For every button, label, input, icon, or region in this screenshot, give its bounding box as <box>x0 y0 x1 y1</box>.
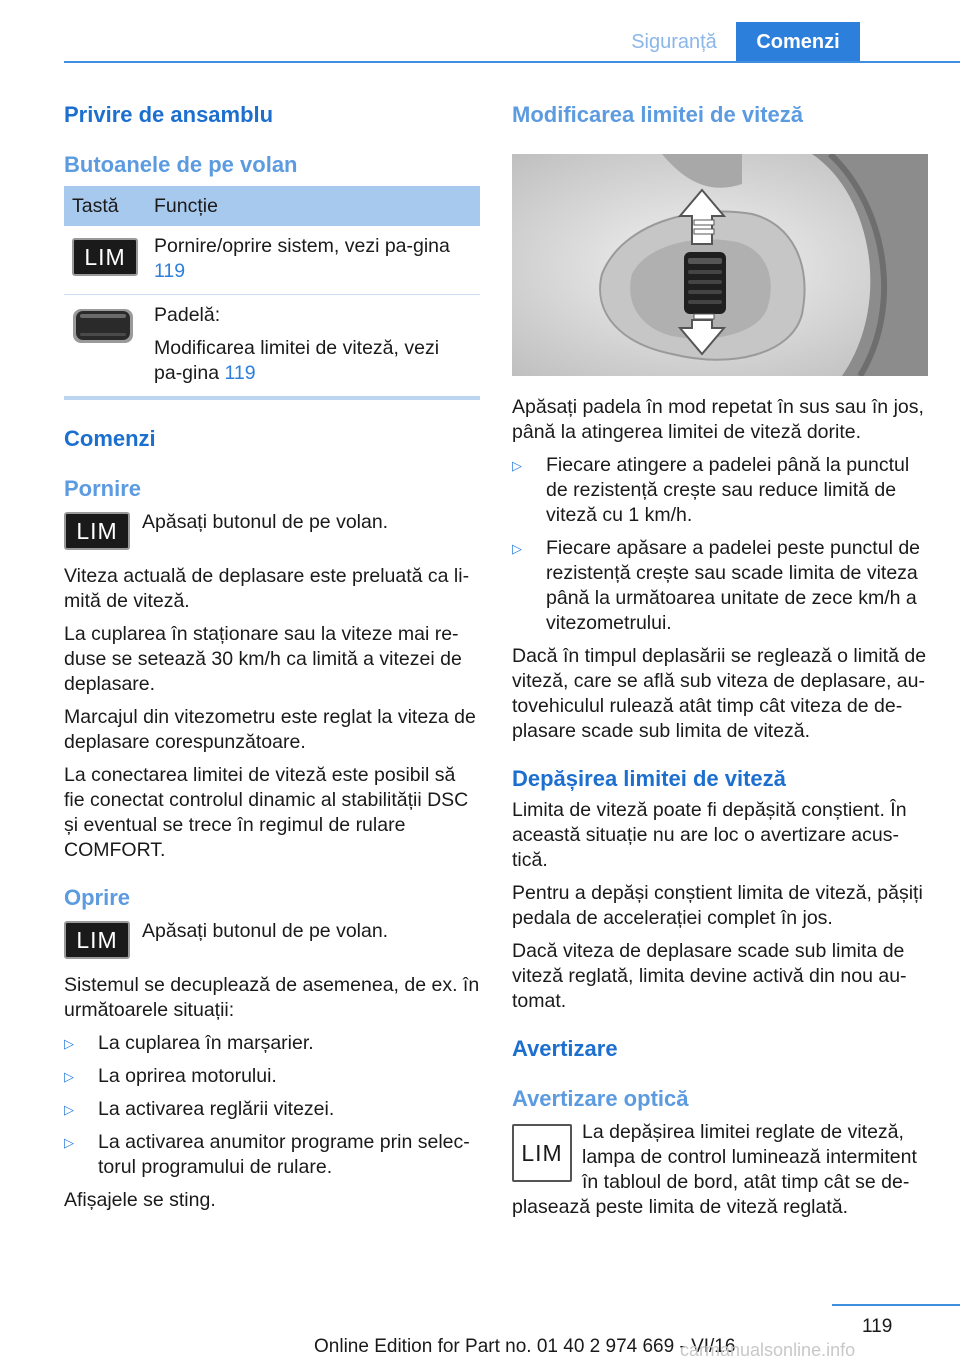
optical-warning-text: La depășirea limitei reglate de viteză, lampa de control luminează intermitent în tabloul de bord, atât timp cât se de-plasează peste limita de viteză reglată. <box>512 1121 917 1218</box>
lim-button-icon: LIM <box>64 921 130 959</box>
page-link-119[interactable]: 119 <box>154 260 186 282</box>
list-item: ▷ La activarea anumitor programe prin selec-torul programului de rulare. <box>64 1131 470 1178</box>
edition-info: Online Edition for Part no. 01 40 2 974 669 - VI/16 <box>314 1336 736 1357</box>
table-header-function: Funcție <box>146 186 480 226</box>
heading-warning: Avertizare <box>512 1036 618 1061</box>
start-paragraph-3: Marcajul din vitezometru este reglat la viteza de deplasare corespunzătoare. <box>64 706 476 753</box>
table-row <box>64 226 480 295</box>
list-item: ▷ La activarea reglării vitezei. <box>64 1098 335 1120</box>
list-item: ▷ Fiecare atingere a padelei până la punctul de rezistență crește sau reduce limită de viteză cu 1 km/h. <box>512 454 910 526</box>
modify-list <box>512 453 928 636</box>
heading-stop: Oprire <box>64 885 131 910</box>
header-tab-siguranta[interactable]: Siguranță <box>631 31 717 53</box>
start-paragraph-1: Viteza actuală de deplasare este preluată ca li-mită de viteză. <box>64 565 470 612</box>
triangle-bullet-icon: ▷ <box>64 1036 74 1051</box>
triangle-bullet-icon: ▷ <box>64 1135 74 1150</box>
exceed-paragraph-2: Pentru a depăși conștient limita de viteză, pășiți pedala de accelerației complet în jos. <box>512 882 923 929</box>
heading-overview: Privire de ansamblu <box>64 102 274 127</box>
row2-text: Modificarea limitei de viteză, vezi pa-gina <box>154 337 440 384</box>
heading-controls: Comenzi <box>64 426 156 451</box>
start-instruction <box>64 510 480 550</box>
right-column <box>512 100 928 1228</box>
lim-indicator-lamp-icon: LIM <box>512 1124 572 1182</box>
heading-exceed-limit: Depășirea limitei de viteză <box>512 766 786 791</box>
triangle-bullet-icon: ▷ <box>512 458 522 473</box>
start-paragraph-4: La conectarea limitei de viteză este posibil să fie conectat controlul dinamic al stabilității DSC și eventual se trece în regimul de rulare COMFORT. <box>64 764 469 861</box>
modify-paragraph-2: Dacă în timpul deplasării se reglează o limită de viteză, care se află sub viteza de deplasare, au-tovehiculul rulează atât timp cât viteza de de-plasare scade sub limita de viteză. <box>512 645 927 742</box>
start-paragraph-2: La cuplarea în staționare sau la viteze mai re-duse se setează 30 km/h ca limită a vitezei de deplasare. <box>64 623 462 695</box>
table-row <box>64 295 480 397</box>
lim-button-icon: LIM <box>72 238 138 276</box>
exceed-paragraph-3: Dacă viteza de deplasare scade sub limita de viteză reglată, limita devine activă din nou au-tomat. <box>512 940 907 1012</box>
paddle-icon <box>72 305 134 345</box>
start-action-text: Apăsați butonul de pe volan. <box>142 511 389 533</box>
lim-button-icon: LIM <box>64 512 130 550</box>
footer-rule <box>832 1304 960 1306</box>
stop-action-text: Apăsați butonul de pe volan. <box>142 920 389 942</box>
triangle-bullet-icon: ▷ <box>64 1069 74 1084</box>
heading-start: Pornire <box>64 476 142 501</box>
list-item: ▷ Fiecare apăsare a padelei peste punctul de rezistență crește sau scade limita de viteza până la următoarea unitate de zece km/h a vitezometrului. <box>512 537 921 634</box>
list-item: ▷ La cuplarea în marșarier. <box>64 1032 314 1054</box>
list-item: ▷ La oprirea motorului. <box>64 1065 277 1087</box>
watermark: carmanualsonline.info <box>680 1340 856 1360</box>
table-end-rule <box>64 396 480 400</box>
stop-situations-list <box>64 1031 480 1180</box>
header-rule <box>64 61 960 63</box>
heading-modify-limit: Modificarea limitei de viteză <box>512 102 803 127</box>
left-column <box>64 100 480 1221</box>
steering-wheel-paddle-illustration <box>512 154 928 376</box>
triangle-bullet-icon: ▷ <box>64 1102 74 1117</box>
row2-title: Padelă: <box>154 304 221 326</box>
page-link-119[interactable]: 119 <box>224 362 256 384</box>
modify-paragraph-1: Apăsați padela în mod repetat în sus sau în jos, până la atingerea limitei de viteză dorite. <box>512 396 924 443</box>
stop-instruction <box>64 919 480 959</box>
row1-text: Pornire/oprire sistem, vezi pa-gina <box>154 235 450 257</box>
table-header-key: Tastă <box>64 186 146 226</box>
stop-paragraph-2: Afișajele se sting. <box>64 1189 216 1211</box>
heading-steering-buttons: Butoanele de pe volan <box>64 152 298 177</box>
triangle-bullet-icon: ▷ <box>512 541 522 556</box>
page-number: 119 <box>862 1316 893 1337</box>
stop-paragraph-1: Sistemul se decuplează de asemenea, de ex. în următoarele situații: <box>64 974 480 1021</box>
exceed-paragraph-1: Limita de viteză poate fi depășită conștient. În această situație nu are loc o avertizare acus-tică. <box>512 799 907 871</box>
header-tab-comenzi[interactable]: Comenzi <box>736 22 860 62</box>
optical-warning-block <box>512 1120 928 1228</box>
buttons-table <box>64 186 480 396</box>
heading-optical-warning: Avertizare optică <box>512 1086 689 1111</box>
